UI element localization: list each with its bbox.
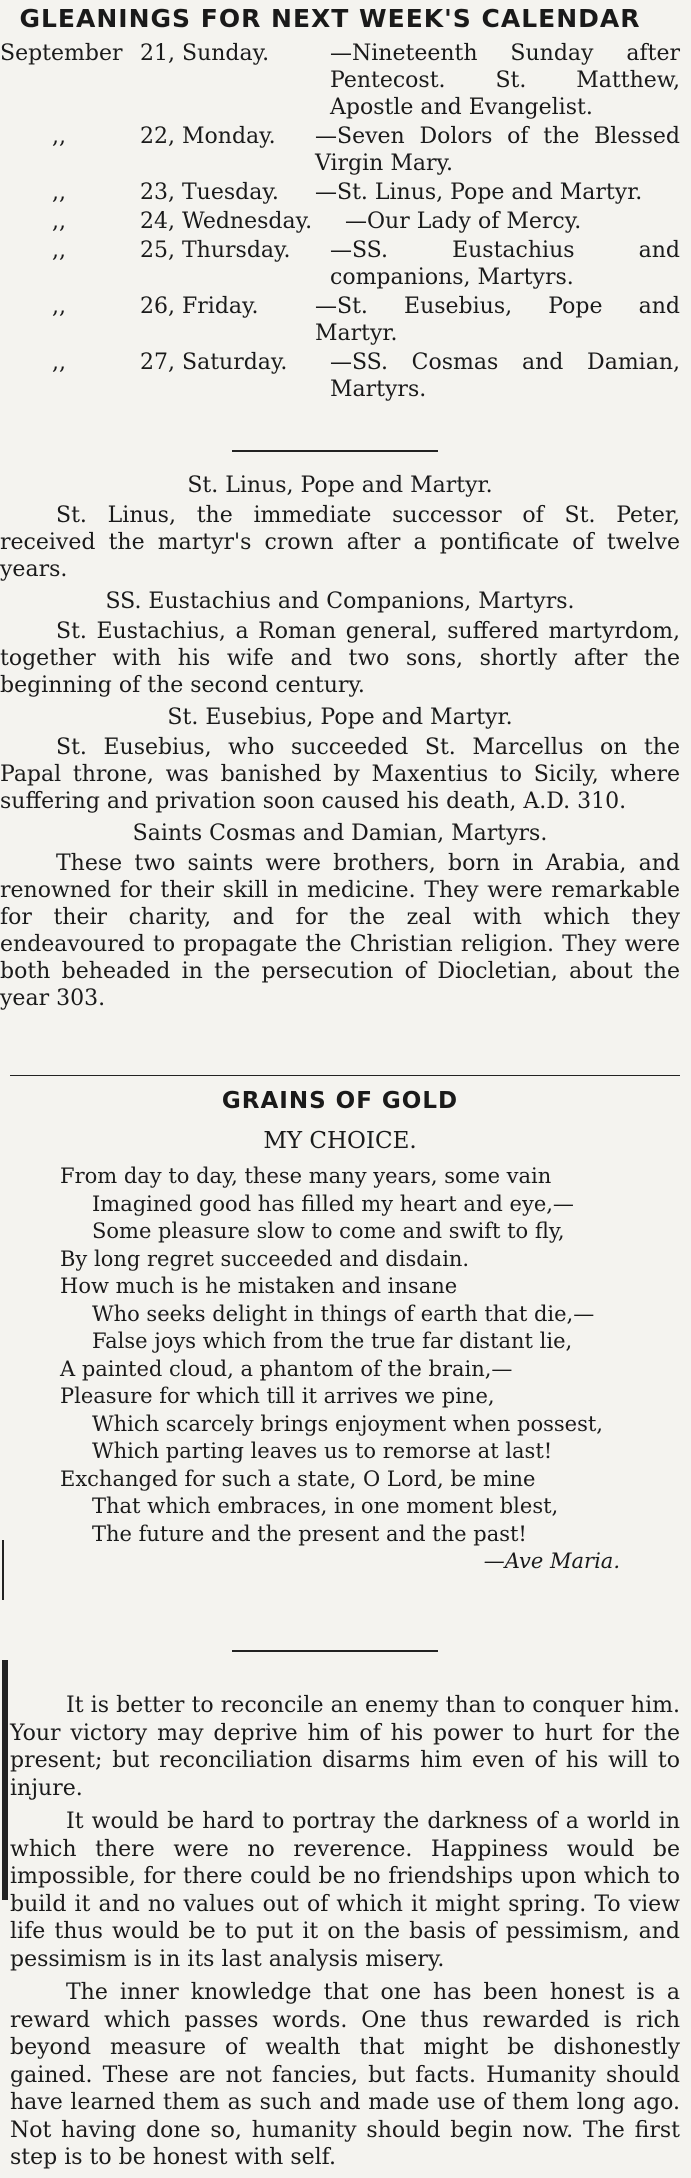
saint-text: St. Linus, the immediate successor of St. Peter, received the martyr's crown after a pontificate of twelve years. xyxy=(0,503,680,582)
calendar-desc: —St. Linus, Pope and Martyr. xyxy=(315,180,643,205)
poem-line: By long regret succeeded and disdain. xyxy=(60,1246,470,1271)
poem-line: Which parting leaves us to remorse at last! xyxy=(92,1439,553,1463)
calendar-entry xyxy=(0,293,680,347)
calendar-desc: —Our Lady of Mercy. xyxy=(345,209,582,234)
prose-paragraph: It would be hard to portray the darkness of a world in which there were no reverence. Happiness would be impossible, for there could be no friendships upon which to build it and no values out of which it might spring. To view life thus would be to put it on the basis of pessimism, and pessimism is in its last analysis misery. xyxy=(10,1809,680,1972)
calendar-desc: —SS. Eustachius and companions, Martyrs. xyxy=(330,238,680,290)
poem-line: Which scarcely brings enjoyment when possest, xyxy=(92,1411,603,1436)
prose-paragraph: The inner knowledge that one has been honest is a reward which passes words. One thus rewarded is rich beyond measure of wealth that might be dishonestly gained. These are not fancies, but facts. Humanity should have learned them as such and made use of them long ago. Not having done so, humanity should begin now. The first step is to be honest with self. xyxy=(10,1980,680,2170)
poem-line: The future and the present and the past! xyxy=(92,1521,527,1546)
saint-heading: SS. Eustachius and Companions, Martyrs. xyxy=(105,589,575,614)
saint-text: St. Eustachius, a Roman general, suffered martyrdom, together with his wife and two sons, shortly after the beginning of the second century. xyxy=(0,619,680,698)
calendar-day: Saturday. xyxy=(182,350,288,375)
calendar-entry xyxy=(0,123,680,177)
poem-line: Imagined good has filled my heart and eye,— xyxy=(92,1191,574,1216)
calendar-desc: —St. Eusebius, Pope and Martyr. xyxy=(315,294,680,346)
poem-line: Some pleasure slow to come and swift to fly, xyxy=(92,1219,565,1243)
calendar-date: 23, xyxy=(140,180,175,205)
calendar-date: 26, xyxy=(140,294,175,319)
calendar-entry xyxy=(0,349,680,403)
calendar-day: Wednesday. xyxy=(182,209,313,234)
column-divider xyxy=(10,1075,680,1076)
saint-text: St. Eusebius, who succeeded St. Marcellus on the Papal throne, was banished by Maxentius to Sicily, where suffering and privation soon caused his death, A.D. 310. xyxy=(0,735,680,814)
prose-section xyxy=(10,1692,680,2178)
calendar-entry xyxy=(0,179,680,206)
calendar-ditto: ,, xyxy=(52,124,66,149)
poem-line: How much is he mistaken and insane xyxy=(60,1274,458,1298)
poem-line: Pleasure for which till it arrives we pine, xyxy=(60,1384,495,1408)
poem-line: From day to day, these many years, some vain xyxy=(60,1164,552,1188)
calendar-desc: —SS. Cosmas and Damian, Martyrs. xyxy=(330,350,680,402)
calendar-date: 25, xyxy=(140,238,175,263)
calendar-entry xyxy=(0,237,680,291)
saint-text: These two saints were brothers, born in Arabia, and renowned for their skill in medicine. They were remarkable for their charity, and for the zeal with which they endeavoured to propagate the Christian religion. They were both beheaded in the persecution of Diocletian, about the year 303. xyxy=(0,851,680,1011)
calendar-entry xyxy=(0,40,680,121)
calendar-day: Friday. xyxy=(182,294,259,319)
prose-paragraph: It is better to reconcile an enemy than to conquer him. Your victory may deprive him of his power to hurt for the present; but reconciliation disarms him even of his will to injure. xyxy=(10,1693,680,1801)
saint-heading: Saints Cosmas and Damian, Martyrs. xyxy=(132,821,548,846)
scan-edge-mark xyxy=(2,1660,8,1900)
poem-title: MY CHOICE. xyxy=(263,1128,417,1154)
calendar-day: Thursday. xyxy=(182,238,291,263)
calendar-date: 21, xyxy=(140,41,175,66)
calendar-day: Monday. xyxy=(182,124,276,149)
section-divider xyxy=(232,450,438,452)
calendar-date: 22, xyxy=(140,124,175,149)
calendar-ditto: ,, xyxy=(52,238,66,263)
calendar-month: September xyxy=(0,41,123,66)
poem-line: Who seeks delight in things of earth that die,— xyxy=(92,1301,595,1326)
calendar-ditto: ,, xyxy=(52,294,66,319)
calendar-headline: GLEANINGS FOR NEXT WEEK'S CALENDAR xyxy=(19,4,641,33)
poem-line: A painted cloud, a phantom of the brain,— xyxy=(60,1356,513,1381)
poem-line: False joys which from the true far distant lie, xyxy=(92,1329,573,1353)
calendar-entry xyxy=(0,208,680,235)
poem-attribution: —Ave Maria. xyxy=(483,1549,620,1573)
saint-heading: St. Linus, Pope and Martyr. xyxy=(187,473,493,498)
calendar-list xyxy=(0,40,680,405)
scan-edge-mark xyxy=(2,1540,4,1600)
calendar-desc: —Nineteenth Sunday after Pentecost. St. Matthew, Apostle and Evangelist. xyxy=(330,41,680,120)
poem-line: Exchanged for such a state, O Lord, be mine xyxy=(60,1466,536,1491)
grains-of-gold-title: GRAINS OF GOLD xyxy=(221,1088,459,1114)
calendar-date: 24, xyxy=(140,209,175,234)
poem-line: That which embraces, in one moment blest, xyxy=(92,1494,559,1518)
saints-section xyxy=(0,470,680,1017)
section-divider xyxy=(232,1650,438,1652)
calendar-ditto: ,, xyxy=(52,209,66,234)
calendar-ditto: ,, xyxy=(52,350,66,375)
poem xyxy=(60,1163,680,1576)
calendar-day: Sunday. xyxy=(182,41,270,66)
calendar-date: 27, xyxy=(140,350,175,375)
calendar-desc: —Seven Dolors of the Blessed Virgin Mary. xyxy=(315,124,680,176)
calendar-ditto: ,, xyxy=(52,180,66,205)
calendar-day: Tuesday. xyxy=(182,180,279,205)
saint-heading: St. Eusebius, Pope and Martyr. xyxy=(167,705,513,730)
